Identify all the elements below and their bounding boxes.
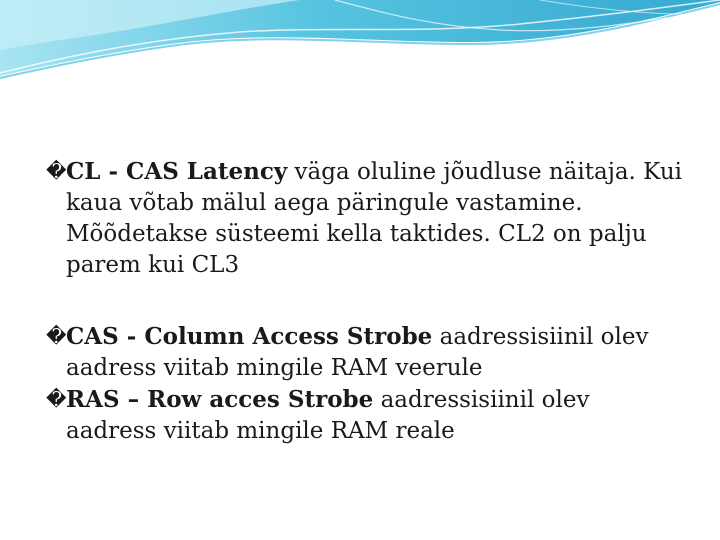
slide-body xyxy=(46,156,686,447)
term-description: aadressisiinil olev aadress viitab mingile RAM veerule xyxy=(66,324,649,381)
bullet-column-access-strobe xyxy=(46,321,686,384)
term-label: RAS – Row acces Strobe xyxy=(66,386,374,413)
bullet-cas-latency xyxy=(46,156,686,281)
bullet-marker-icon: � xyxy=(46,159,67,183)
term-description: aadressisiinil olev aadress viitab mingile RAM reale xyxy=(66,387,590,444)
term-description: väga oluline jõudluse näitaja. Kui kaua võtab mälul aega päringule vastamine. Mõõdetakse süsteemi kella taktides. CL2 on palju parem kui CL3 xyxy=(66,159,683,278)
bullet-marker-icon: � xyxy=(46,324,67,348)
term-label: CL - CAS Latency xyxy=(66,158,288,185)
header-wave-banner xyxy=(0,0,720,100)
bullet-marker-icon: � xyxy=(46,387,67,411)
bullet-row-access-strobe xyxy=(46,384,686,447)
term-label: CAS - Column Access Strobe xyxy=(66,323,433,350)
